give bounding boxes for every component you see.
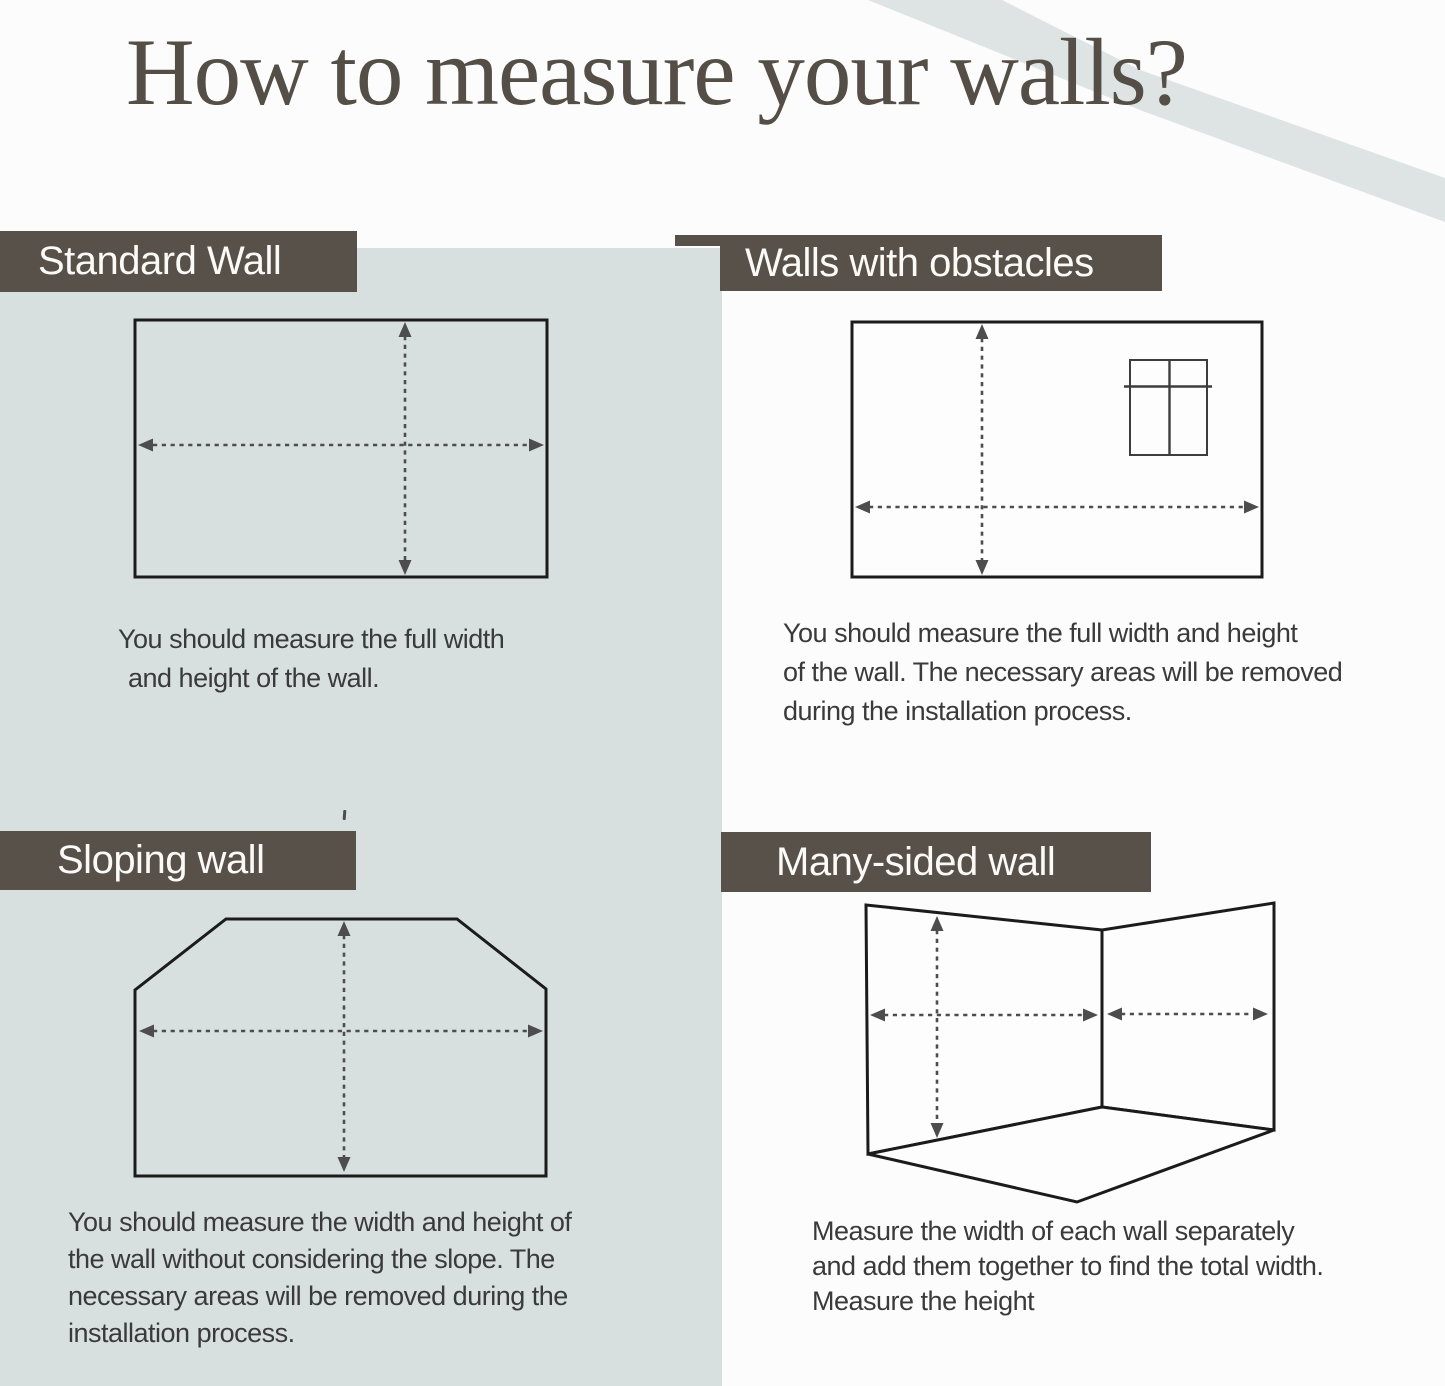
left-wall-width-arrow-icon [870,1009,1098,1022]
wall-outline [852,322,1262,577]
section-header-sloping-wall [0,831,356,890]
height-arrow-icon [976,324,989,575]
standard-wall-description [118,620,504,698]
section-header-obstacles-step [675,235,721,246]
description-line: installation process. [68,1318,295,1348]
right-wall-width-arrow-icon [1107,1008,1268,1021]
left-wall-outline [866,905,1102,1154]
sloping-wall-description [68,1204,571,1352]
obstacles-wall-description [783,614,1342,731]
description-line: Measure the height [812,1286,1035,1316]
right-wall-outline [1102,903,1274,1130]
description-line: and height of the wall. [128,663,380,693]
page-title: How to measure your walls? [126,19,1187,125]
width-arrow-icon [855,501,1259,514]
obstacles-wall-diagram [852,322,1262,577]
description-line: You should measure the width and height of [68,1207,572,1237]
section-header-label: Sloping wall [57,838,265,882]
description-line: of the wall. The necessary areas will be removed [783,657,1343,687]
section-header-standard-wall [0,231,357,292]
description-line: during the installation process. [783,696,1132,726]
section-header-many-sided-wall [721,832,1151,892]
description-line: You should measure the full width and height [783,618,1298,648]
section-header-label: Walls with obstacles [745,240,1094,285]
description-line: necessary areas will be removed during the [68,1281,568,1311]
description-line: You should measure the full width [118,624,505,654]
description-line: Measure the width of each wall separately [812,1216,1295,1246]
window-icon [1124,360,1212,455]
description-line: the wall without considering the slope. The [68,1244,555,1274]
description-line: and add them together to find the total width. [812,1251,1324,1281]
section-header-walls-with-obstacles [720,235,1162,291]
height-arrow-icon [931,916,944,1138]
many-sided-wall-description [812,1214,1323,1319]
floor-outline [868,1107,1274,1202]
section-header-label: Standard Wall [38,239,282,283]
section-header-label: Many-sided wall [776,839,1056,884]
many-sided-wall-diagram [866,903,1274,1202]
